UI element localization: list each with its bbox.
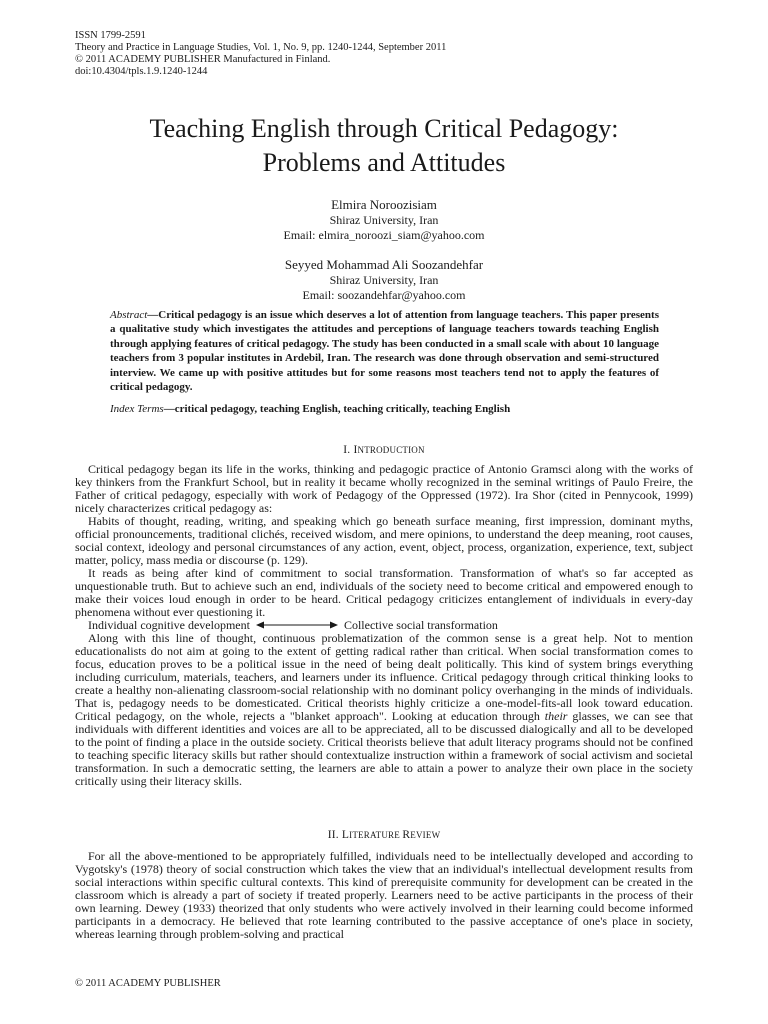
abstract-label: Abstract bbox=[110, 309, 148, 321]
index-terms-text: —critical pedagogy, teaching English, teaching critically, teaching English bbox=[163, 403, 511, 415]
author-email: Email: soozandehfar@yahoo.com bbox=[302, 288, 466, 302]
intro-paragraph-1: Critical pedagogy began its life in the works, thinking and pedagogic practice of Antonio Gramsci along with the works of key thinkers from the Frankfurt School, but in reality it became wholly recognized in the seminal writings of Paulo Freire, the Father of critical pedagogy, especially with work of Pedagogy of the Oppressed (1972). Ira Shor (cited in Pennycook, 1999) nicely characterizes critical pedagogy as: bbox=[75, 462, 693, 515]
author-email: Email: elmira_noroozi_siam@yahoo.com bbox=[283, 228, 485, 242]
intro-paragraph-3-start: Along with this line of thought, continuous problematization of the common sense is a great help. Not to mention educationalists do not aim at going to the extent of getting radical rather than critical. When social transformation comes to focus, education proves to be a political issue in the need of being dealt politically. This kind of system brings everything including curriculum, materials, teachers, and learners under its influence. Critical pedagogy through critical thinking looks to create a healthy non-alienating classroom-social relationship with no dominant policy overhanging in the minds of individuals. That is, pedagogy needs to be domesticated. Critical theorists highly criticize a one-model-fits-all look toward education. Critical pedagogy, on the whole, rejects a "blanket approach". Looking at education through bbox=[75, 631, 693, 723]
title-line-2: Problems and Attitudes bbox=[262, 148, 506, 177]
author-affiliation: Shiraz University, Iran bbox=[329, 213, 439, 227]
section-number: II. L bbox=[327, 829, 350, 841]
index-terms-label: Index Terms bbox=[110, 403, 164, 415]
continuum-left-label: Individual cognitive development bbox=[88, 618, 250, 632]
intro-paragraph-3 bbox=[75, 632, 693, 788]
title-line-1: Teaching English through Critical Pedagogy: bbox=[149, 114, 619, 143]
author-name: Seyyed Mohammad Ali Soozandehfar bbox=[284, 257, 484, 272]
author-2 bbox=[0, 256, 768, 303]
intro-paragraph-2: It reads as being after kind of commitment to social transformation. Transformation of what's so far accepted as unquestionable truth. But to achieve such an end, individuals of the society need to become critical and empowered enough to make their voices loud enough in order to be heard. Critical pedagogy criticizes entanglement of individuals in every-day phenomena without ever questioning it. bbox=[75, 566, 693, 619]
section-title: NTRODUCTION bbox=[357, 445, 425, 455]
doi-line: doi:10.4304/tpls.1.9.1240-1244 bbox=[75, 66, 208, 77]
section-heading-introduction bbox=[0, 444, 768, 456]
introduction-body bbox=[75, 463, 693, 788]
author-affiliation: Shiraz University, Iran bbox=[329, 273, 439, 287]
journal-citation: Theory and Practice in Language Studies, Vol. 1, No. 9, pp. 1240-1244, September 2011 bbox=[75, 42, 447, 53]
author-name: Elmira Noroozisiam bbox=[331, 197, 437, 212]
intro-paragraph-3-emphasis: their bbox=[544, 709, 568, 723]
abstract bbox=[110, 308, 659, 394]
copyright-line: © 2011 ACADEMY PUBLISHER Manufactured in Finland. bbox=[75, 54, 331, 65]
abstract-text: —Critical pedagogy is an issue which deserves a lot of attention from language teachers. This paper presents a qualitative study which investigates the attitudes and perceptions of language teachers towards teaching English through applying features of critical pedagogy. The study has been conducted in a small scale with about 10 language teachers from 3 popular institutes in Ardebil, Iran. The research was done through observation and semi-structured interview. We came up with positive attitudes but for some reasons most teachers tend not to apply the features of critical pedagogy. bbox=[110, 309, 659, 394]
section-number: I. I bbox=[343, 444, 358, 456]
page-footer: © 2011 ACADEMY PUBLISHER bbox=[75, 978, 221, 989]
issn-line: ISSN 1799-2591 bbox=[75, 30, 146, 41]
section-title-part: EVIEW bbox=[410, 830, 441, 840]
intro-block-quote: Habits of thought, reading, writing, and speaking which go beneath surface meaning, first impression, dominant myths, official pronouncements, traditional clichés, received wisdom, and mere opinions, to understand the deep meaning, root causes, social context, ideology and personal circumstances of any action, event, object, process, organization, experience, text, subject matter, policy, mass media or discourse (p. 129). bbox=[75, 514, 693, 567]
literature-review-body bbox=[75, 850, 693, 941]
lit-paragraph-1: For all the above-mentioned to be appropriately fulfilled, individuals need to be intellectually developed and according to Vygotsky's (1978) theory of social construction which takes the view that an individual's intellectual development results from social interactions within specific cultural contexts. This kind of prerequisite community for development can be created in the classroom which is already a part of society if treated properly. Learners need to be active participants in the process of their own learning. Dewey (1933) theorized that only students who were actively involved in their learning could become informed participants in a democracy. He believed that rote learning contributed to the passive acceptance of one's place in society, whereas learning through problem-solving and practical bbox=[75, 849, 693, 941]
continuum-right-label: Collective social transformation bbox=[343, 618, 498, 632]
section-heading-literature-review bbox=[0, 829, 768, 841]
intro-paragraph-3-end: glasses, we can see that individuals with different identities and voices are all to be appreciated, all to be discussed dialogically and all to be developed to the point of finding a place in the outside society. Critical theorists believe that adult literacy programs should not be confined to teaching specific literacy skills but rather should contextualize instruction within a framework of social activism and societal transformation. In such a democratic setting, the learners are able to attain a power to analyze their own place in the society critically using their literacy skills. bbox=[75, 709, 693, 788]
paper-title bbox=[0, 112, 768, 180]
author-1 bbox=[0, 196, 768, 243]
section-title-cap: R bbox=[402, 829, 411, 841]
journal-header bbox=[75, 30, 446, 78]
section-title-part: ITERATURE bbox=[349, 830, 403, 840]
index-terms bbox=[110, 402, 670, 416]
